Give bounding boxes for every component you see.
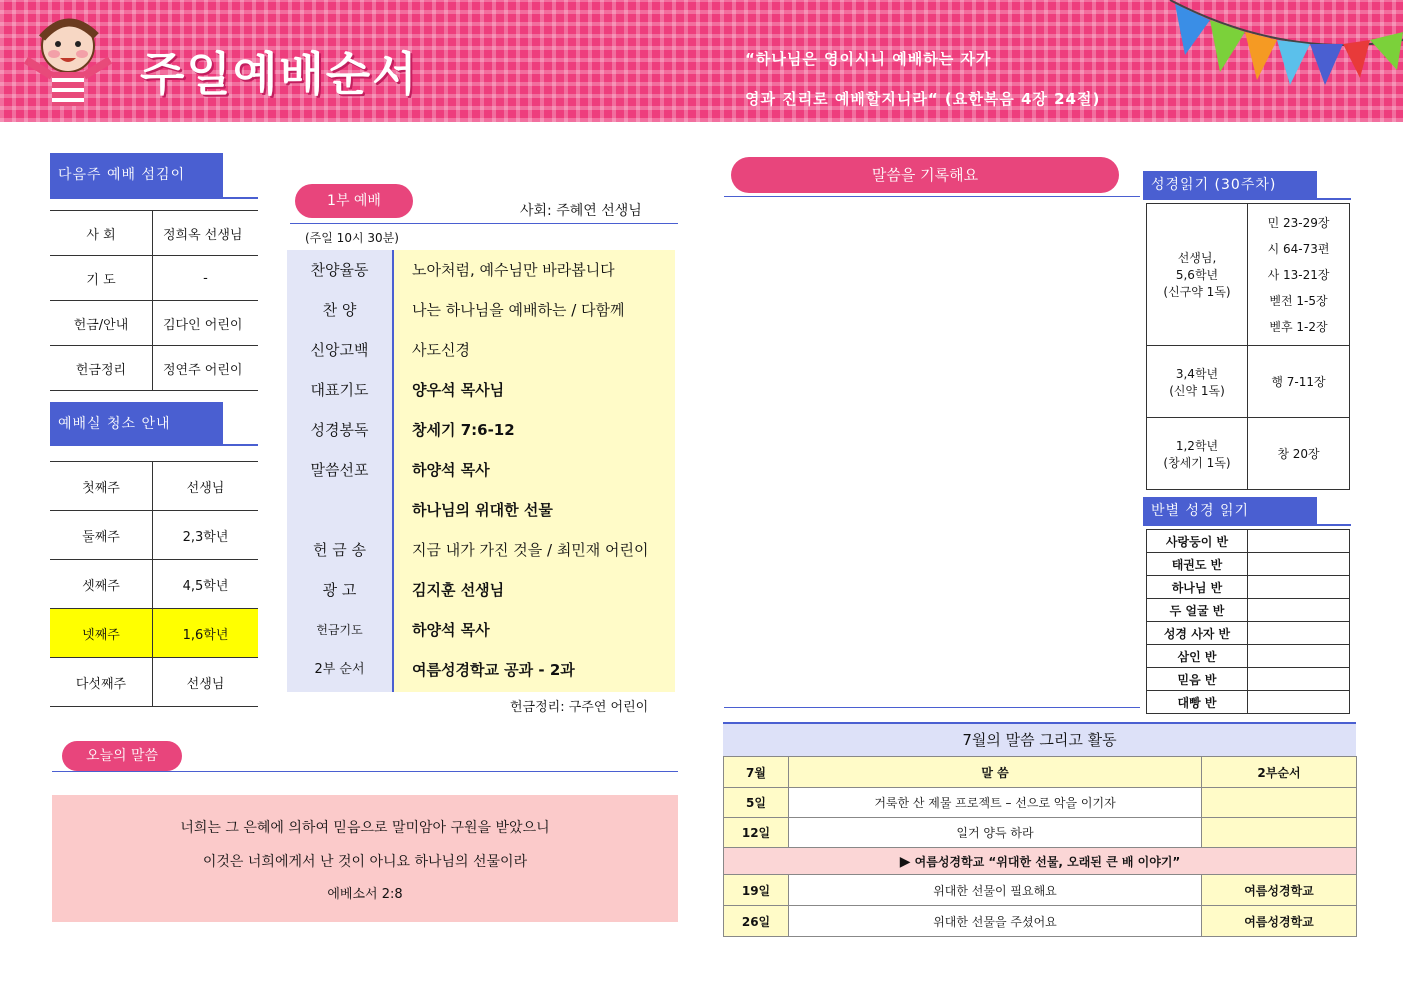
divider [290, 223, 678, 224]
class-name: 삼인 반 [1147, 645, 1248, 668]
today-word-pill: 오늘의 말씀 [62, 741, 182, 771]
group-line: (신구약 1독) [1163, 285, 1231, 299]
class-name: 태권도 반 [1147, 553, 1248, 576]
table-row [724, 818, 1357, 848]
group-cell [1147, 418, 1248, 490]
header-banner [0, 0, 1403, 122]
reading-cell: 행 7-11장 [1248, 346, 1350, 418]
order-value: 하양석 목사 [412, 621, 490, 639]
reading-line: 벧전 1-5장 [1269, 293, 1328, 308]
column-header: 7월 [724, 757, 789, 788]
person-cell: 김다인 어린이 [153, 301, 259, 346]
divider [50, 197, 258, 199]
word-cell: 일거 양득 하라 [789, 818, 1202, 848]
order-label: 2부 순서 [314, 662, 365, 677]
reading-line: 사 13-21장 [1267, 267, 1330, 282]
header-verse-line1: “하나님은 영이시니 예배하는 자가 [745, 50, 992, 68]
order-value: 창세기 7:6-12 [412, 421, 515, 439]
who-cell: 1,6학년 [153, 609, 259, 658]
divider [724, 196, 1140, 197]
table-row [1147, 418, 1350, 490]
reading-cell [1248, 204, 1350, 346]
reading-line: 시 64-73편 [1267, 241, 1330, 256]
part2-cell: 여름성경학교 [1202, 906, 1357, 937]
divider [50, 444, 258, 446]
today-word-line2: 이것은 너희에게서 난 것이 아니요 하나님의 선물이라 [202, 854, 528, 870]
column-header: 말 씀 [789, 757, 1202, 788]
class-name: 믿음 반 [1147, 668, 1248, 691]
play-triangle-icon: ▶ [899, 853, 911, 870]
class-check[interactable] [1248, 668, 1350, 691]
table-row [1147, 576, 1350, 599]
role-cell: 사 회 [50, 211, 153, 256]
table-row [1147, 204, 1350, 346]
july-title: 7월의 말씀 그리고 활동 [723, 724, 1356, 756]
table-header-row [724, 757, 1357, 788]
order-label: 찬 양 [322, 301, 357, 319]
table-row [1147, 553, 1350, 576]
week-cell: 첫째주 [50, 462, 153, 511]
service-host: 사회: 주혜연 선생님 [520, 203, 642, 219]
service-pill: 1부 예배 [295, 184, 413, 218]
table-row [1147, 599, 1350, 622]
who-cell: 선생님 [153, 462, 259, 511]
class-name: 대빵 반 [1147, 691, 1248, 714]
table-row [50, 462, 258, 511]
reading-line: 벧후 1-2장 [1269, 319, 1328, 334]
group-line: 선생님, [1177, 251, 1217, 265]
service-order-list [287, 250, 675, 692]
sermon-title: 하나님의 위대한 선물 [412, 501, 553, 519]
group-line: 5,6학년 [1175, 268, 1219, 282]
date-cell: 26일 [724, 906, 789, 937]
table-row [724, 906, 1357, 937]
table-row [1147, 691, 1350, 714]
date-cell: 5일 [724, 788, 789, 818]
reading-cell: 창 20장 [1248, 418, 1350, 490]
table-banner-row [724, 848, 1357, 875]
person-cell: 정연주 어린이 [153, 346, 259, 391]
bible-reading-title: 성경읽기 (30주차) [1143, 171, 1317, 199]
part2-cell: 여름성경학교 [1202, 875, 1357, 906]
part2-cell [1202, 818, 1357, 848]
banner-cell [724, 848, 1357, 875]
order-value: 지금 내가 가진 것을 / 최민재 어린이 [412, 541, 649, 559]
class-reading-table [1146, 529, 1350, 714]
date-cell: 19일 [724, 875, 789, 906]
who-cell: 선생님 [153, 658, 259, 707]
class-check[interactable] [1248, 530, 1350, 553]
notes-area[interactable] [724, 200, 1140, 706]
class-check[interactable] [1248, 622, 1350, 645]
divider [1143, 524, 1351, 526]
class-check[interactable] [1248, 691, 1350, 714]
divider [1143, 198, 1351, 200]
person-cell: 정희옥 선생님 [153, 211, 259, 256]
order-value: 양우석 목사님 [412, 381, 505, 399]
order-label: 대표기도 [310, 381, 369, 399]
table-row [50, 511, 258, 560]
order-value: 나는 하나님을 예배하는 / 다함께 [412, 301, 625, 319]
order-label: 헌 금 송 [312, 541, 366, 559]
word-cell: 거룩한 산 제물 프로젝트 – 선으로 악을 이기자 [789, 788, 1202, 818]
order-label: 성경봉독 [310, 421, 369, 439]
person-cell: - [153, 256, 259, 301]
class-name: 성경 사자 반 [1147, 622, 1248, 645]
week-cell: 다섯째주 [50, 658, 153, 707]
class-check[interactable] [1248, 553, 1350, 576]
group-cell [1147, 346, 1248, 418]
today-word-box [52, 795, 678, 922]
word-cell: 위대한 선물을 주셨어요 [789, 906, 1202, 937]
table-row [1147, 645, 1350, 668]
notes-pill: 말씀을 기록해요 [731, 157, 1119, 193]
class-reading-title: 반별 성경 읽기 [1143, 497, 1317, 525]
group-line: (창세기 1독) [1163, 455, 1231, 470]
role-cell: 헌금정리 [50, 346, 153, 391]
today-word-line1: 너희는 그 은혜에 의하여 믿음으로 말미암아 구원을 받았으니 [180, 820, 550, 836]
word-cell: 위대한 선물이 필요해요 [789, 875, 1202, 906]
week-cell: 셋째주 [50, 560, 153, 609]
order-label: 신앙고백 [310, 341, 369, 359]
date-cell: 12일 [724, 818, 789, 848]
order-label: 찬양율동 [310, 261, 369, 279]
header-verse-line2: 영과 진리로 예배할지니라“ (요한복음 4장 24절) [745, 90, 1101, 108]
order-value: 사도신경 [412, 341, 470, 359]
part2-cell [1202, 788, 1357, 818]
bible-reading-table [1146, 203, 1350, 490]
column-header: 2부순서 [1202, 757, 1357, 788]
order-value: 김지훈 선생님 [412, 581, 505, 599]
role-cell: 기 도 [50, 256, 153, 301]
class-name: 하나님 반 [1147, 576, 1248, 599]
order-label: 헌금기도 [316, 623, 363, 637]
order-value: 여름성경학교 공과 - 2과 [412, 661, 575, 679]
table-row [50, 211, 258, 256]
class-check[interactable] [1248, 599, 1350, 622]
next-week-table [50, 210, 258, 391]
class-name: 사랑둥이 반 [1147, 530, 1248, 553]
cleaning-title: 예배실 청소 안내 [50, 402, 223, 446]
divider [724, 707, 1140, 708]
divider [52, 771, 678, 772]
group-cell [1147, 204, 1248, 346]
order-label: 광 고 [322, 581, 357, 599]
bunting-flags-icon [1165, 0, 1403, 90]
july-table [723, 756, 1357, 937]
table-row [50, 560, 258, 609]
table-row [1147, 346, 1350, 418]
vbs-banner-text: 여름성경학교 “위대한 선물, 오래된 큰 배 이야기” [914, 854, 1181, 869]
group-line: 1,2학년 [1175, 438, 1219, 453]
cleaning-table [50, 461, 258, 707]
table-row [50, 301, 258, 346]
who-cell: 2,3학년 [153, 511, 259, 560]
next-week-title: 다음주 예배 섬김이 [50, 153, 223, 197]
table-row [724, 788, 1357, 818]
role-cell: 헌금/안내 [50, 301, 153, 346]
table-row [1147, 622, 1350, 645]
week-cell: 둘째주 [50, 511, 153, 560]
offering-arrangement: 헌금정리: 구주연 어린이 [510, 700, 649, 715]
group-line: (신약 1독) [1169, 383, 1225, 398]
table-row [1147, 530, 1350, 553]
child-mascot-icon [18, 8, 118, 118]
page-title: 주일예배순서 [140, 47, 419, 101]
today-word-ref: 에베소서 2:8 [327, 887, 403, 902]
reading-line: 민 23-29장 [1267, 215, 1330, 230]
service-time: (주일 10시 30분) [305, 231, 399, 245]
table-row [50, 346, 258, 391]
order-value: 하양석 목사 [412, 461, 490, 479]
class-check[interactable] [1248, 576, 1350, 599]
class-check[interactable] [1248, 645, 1350, 668]
table-row-highlighted [50, 609, 258, 658]
order-label: 말씀선포 [310, 461, 369, 479]
who-cell: 4,5학년 [153, 560, 259, 609]
class-name: 두 얼굴 반 [1147, 599, 1248, 622]
table-row [724, 875, 1357, 906]
table-row [1147, 668, 1350, 691]
table-row [50, 658, 258, 707]
week-cell: 넷째주 [50, 609, 153, 658]
order-value: 노아처럼, 예수님만 바라봅니다 [412, 261, 615, 279]
group-line: 3,4학년 [1175, 366, 1219, 381]
table-row [50, 256, 258, 301]
